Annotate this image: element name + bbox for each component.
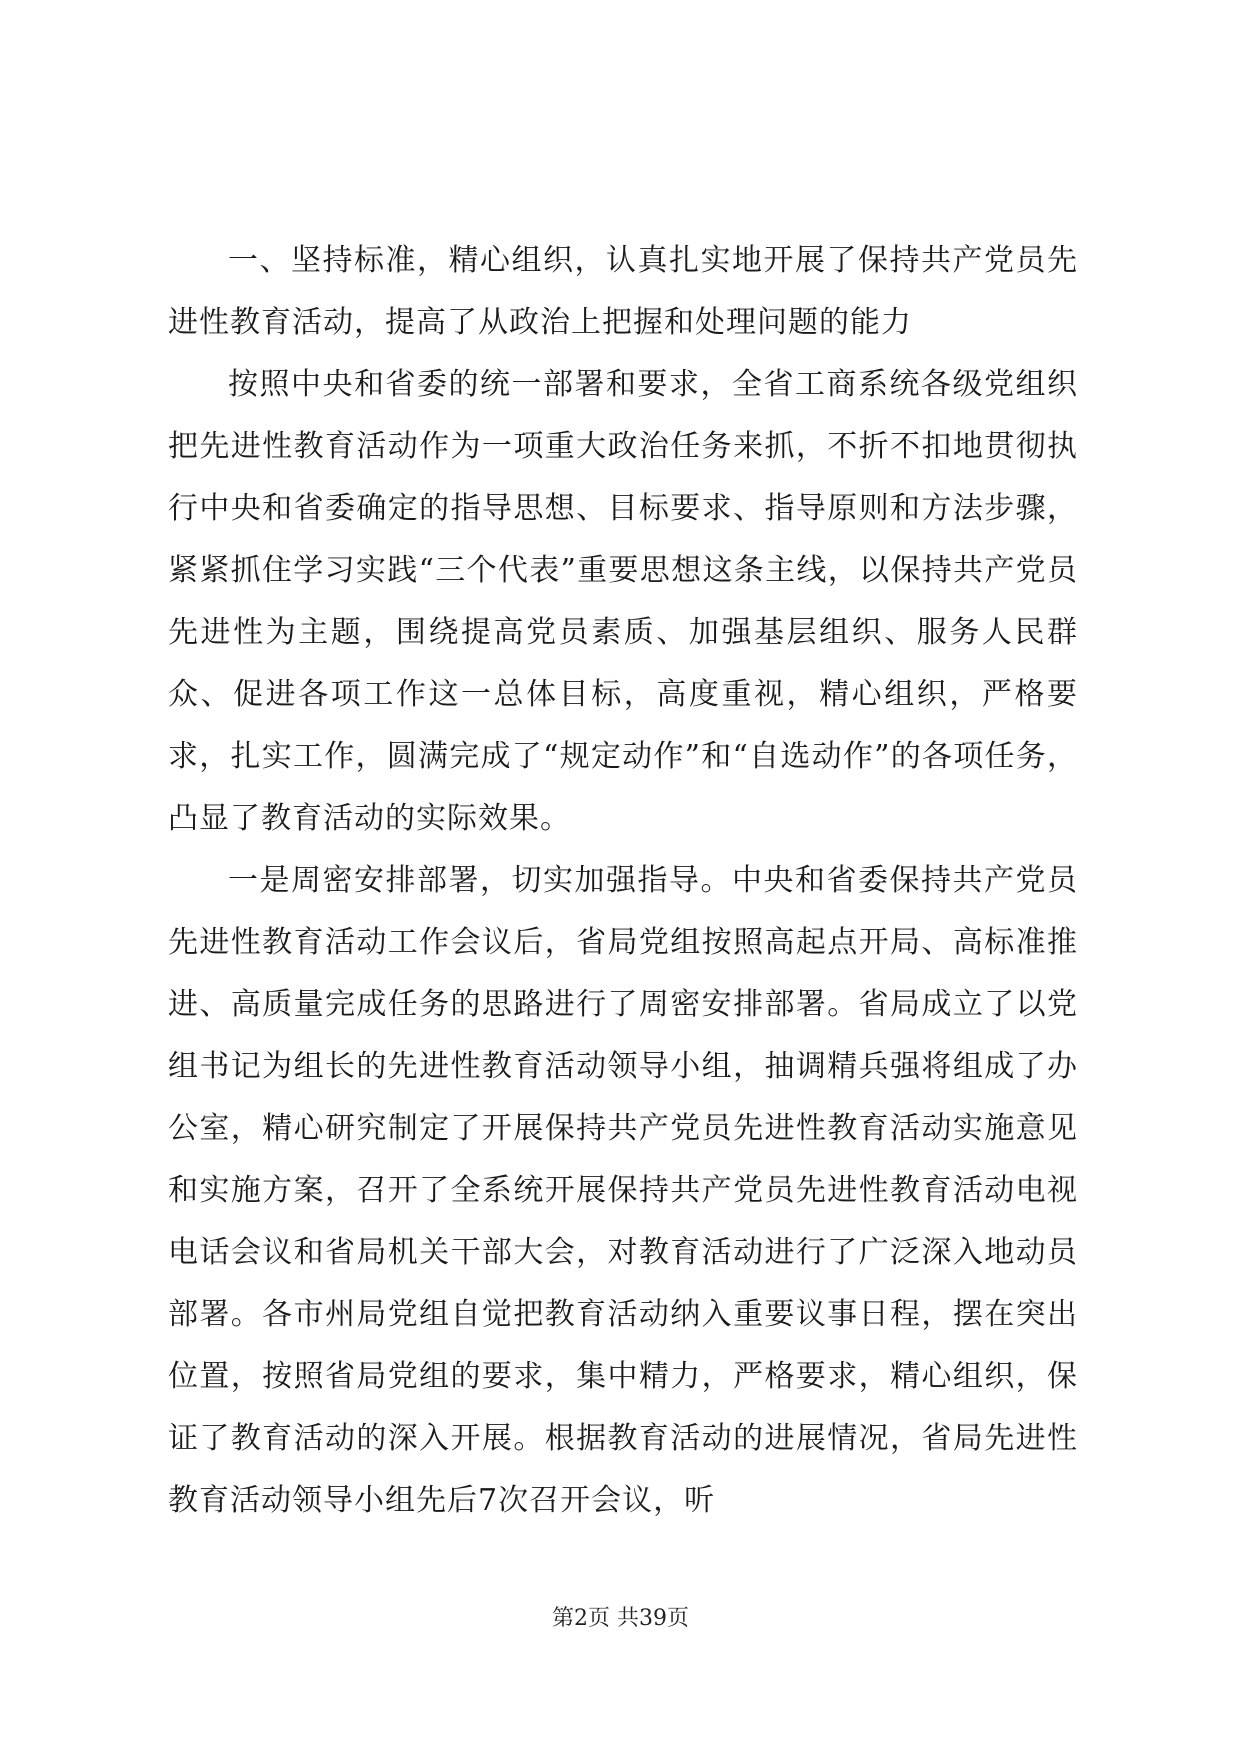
body-paragraph: 一是周密安排部署，切实加强指导。中央和省委保持共产党员先进性教育活动工作会议后，省局党组按照高起点开局、高标准推进、高质量完成任务的思路进行了周密安排部署。省局成立了以党组书记为组长的先进性教育活动领导小组，抽调精兵强将组成了办公室，精心研究制定了开展保持共产党员先进性教育活动实施意见和实施方案，召开了全系统开展保持共产党员先进性教育活动电视电话会议和省局机关干部大会，对教育活动进行了广泛深入地动员部署。各市州局党组自觉把教育活动纳入重要议事日程，摆在突出位置，按照省局党组的要求，集中精力，严格要求，精心组织，保证了教育活动的深入开展。根据教育活动的进展情况，省局先进性教育活动领导小组先后7次召开会议，听 — [168, 863, 1078, 1518]
page-number-footer: 第2页 共39页 — [552, 1606, 689, 1631]
section-heading: 一、坚持标准，精心组织，认真扎实地开展了保持共产党员先进性教育活动，提高了从政治上把握和处理问题的能力 — [168, 243, 1078, 340]
body-paragraph: 按照中央和省委的统一部署和要求，全省工商系统各级党组织把先进性教育活动作为一项重大政治任务来抓，不折不扣地贯彻执行中央和省委确定的指导思想、目标要求、指导原则和方法步骤，紧紧抓住学习实践“三个代表”重要思想这条主线，以保持共产党员先进性为主题，围绕提高党员素质、加强基层组织、服务人民群众、促进各项工作这一总体目标，高度重视，精心组织，严格要求，扎实工作，圆满完成了“规定动作”和“自选动作”的各项任务，凸显了教育活动的实际效果。 — [168, 367, 1078, 836]
document-body — [168, 230, 1078, 1532]
